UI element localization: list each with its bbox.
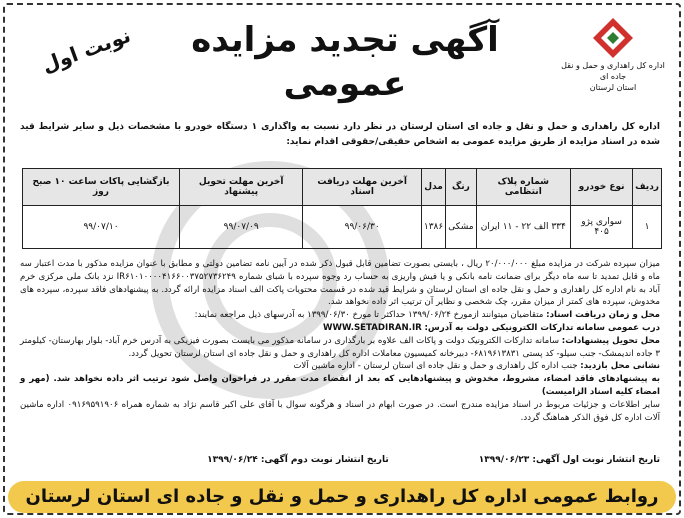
- page-title: [180, 18, 510, 106]
- col-model: مدل: [421, 169, 445, 206]
- title-line2: عمومی: [283, 64, 407, 104]
- delivery-paragraph: [20, 335, 660, 361]
- auction-table: [22, 168, 662, 249]
- org-logo: [558, 16, 668, 93]
- delivery-text: سامانه تدارکات الکترونیک دولت و پاکات الف علاوه بر بارگذاری در سامانه مذکور می بایست بصورت فیزیکی به آدرس خرم آباد- بلوار بهارستان- کیلومتر ۳ جاده اندیمشک- جنب سیلو- کد پستی ۶۸۱۹۶۱۳۸۳۱- دبیرخانه کمیسیون معاملات اداره کل راهداری و حمل و نقل جاده ای استان لرستان تحویل گردد.: [20, 335, 660, 359]
- cell-row-number: ۱: [633, 206, 662, 249]
- documents-text: متقاضیان میتوانند ازمورخ ۱۳۹۹/۰۶/۲۴ حداکثر تا مورخ ۱۳۹۹/۰۶/۳۰ به آدرسهای ذیل مراجعه نمایند:: [194, 310, 544, 321]
- col-plate-number: شماره پلاک انتظامی: [476, 169, 570, 206]
- portal-link[interactable]: WWW.SETADIRAN.IR: [322, 322, 422, 333]
- first-publication-date: تاریخ انتشار نوبت اول آگهی: ۱۳۹۹/۰۶/۲۳: [478, 455, 660, 465]
- road-authority-icon: [591, 16, 635, 60]
- conditions-text: [20, 258, 660, 424]
- table-header-row: [23, 169, 662, 206]
- round-label: نوبت اول: [38, 22, 134, 78]
- col-vehicle-type: نوع خودرو: [571, 169, 633, 206]
- visit-label: نشانی محل بازدید:: [580, 361, 660, 372]
- portal-paragraph: [20, 322, 660, 335]
- col-color: رنگ: [446, 169, 476, 206]
- col-opening-date: بازگشایی پاکات ساعت ۱۰ صبح روز: [23, 169, 180, 206]
- visit-text: جنب اداره کل راهداری و حمل و نقل جاده ای استان لرستان - اداره ماشین آلات: [293, 361, 578, 372]
- second-publication-date: تاریخ انتشار نوبت دوم آگهی: ۱۳۹۹/۰۶/۲۴: [207, 455, 389, 465]
- title-line1: آگهی تجدید مزایده: [191, 20, 499, 60]
- org-name-line2: استان لرستان: [589, 83, 637, 92]
- col-doc-deadline: آخرین مهلت دریافت اسناد: [303, 169, 421, 206]
- cell-opening-date: ۹۹/۰۷/۱۰: [23, 206, 180, 249]
- delivery-label: محل تحویل پیشنهادات:: [561, 335, 660, 346]
- intro-paragraph: اداره کل راهداری و حمل و نقل و جاده ای استان لرستان در نظر دارد نسبت به واگذاری ۱ دستگاه خودرو با مشخصات ذیل و سایر شرایط قید شده در اسناد مزایده از طریق مزایده عمومی به اشخاص حقیقی/حقوقی اقدام نماید:: [20, 122, 660, 147]
- rejection-paragraph: به پیشنهادهای فاقد امضاء، مشروط، مخدوش و پیشنهادهایی که بعد از انقضاء مدت مقرر در فراخوان واصل شود ترتیب اثر داده نخواهد شد. (مهر و امضاء کلیه اسناد الزامیست): [20, 374, 660, 397]
- deposit-paragraph: میزان سپرده شرکت در مزایده مبلغ ۲۰/۰۰۰/۰۰۰ ریال ، بایستی بصورت تضامین قابل قبول ذکر شده در آیین نامه تضامین دولتی و مطابق با عنوان مزایده مذکور با مدت اعتبار سه ماه و قابل تمدید تا سه ماه دیگر برای ضمانت نامه بانکی و یا فیش واریزی به حساب رد وجوه سپرده با شبای شماره IR۶۱۰۱۰۰۰۰۴۱۶۶۰۰۳۷۵۲۷۳۶۲۴۹ نزد بانک ملی مرکزی خرم آباد به نام اداره کل راهداری و حمل و نقل جاده ای استان لرستان و شرایط قید شده در قسمت محتویات پاکت الف اسناد مزایده ارائه گردد. به پیشنهادهای فاقد سپرده، سپرده های مخدوش، سپرده های کمتر از میزان مقرر، چک شخصی و نظایر آن ترتیب اثر داده نخواهد شد.: [20, 259, 660, 308]
- visit-paragraph: [20, 360, 660, 373]
- table-row: [23, 206, 662, 249]
- footer-banner: روابط عمومی اداره کل راهداری و حمل و نقل و جاده ای استان لرستان: [8, 481, 676, 513]
- cell-offer-deadline: ۹۹/۰۷/۰۹: [179, 206, 302, 249]
- portal-label: درب عمومی سامانه تدارکات الکترونیکی دولت به آدرس:: [424, 322, 660, 333]
- publication-dates: [20, 455, 660, 465]
- col-offer-deadline: آخرین مهلت تحویل پیشنهاد: [179, 169, 302, 206]
- cell-color: مشکی: [446, 206, 476, 249]
- col-row-number: ردیف: [633, 169, 662, 206]
- documents-label: محل و زمان دریافت اسناد:: [546, 310, 660, 321]
- cell-doc-deadline: ۹۹/۰۶/۳۰: [303, 206, 421, 249]
- cell-model: ۱۳۸۶: [421, 206, 445, 249]
- documents-paragraph: [20, 309, 660, 322]
- cell-plate-number: ۳۳۴ الف ۲۲ - ۱۱ ایران: [476, 206, 570, 249]
- cell-vehicle-type: سواری پژو ۴۰۵: [571, 206, 633, 249]
- org-name-line1: اداره کل راهداری و حمل و نقل جاده ای: [561, 61, 665, 81]
- contact-paragraph: سایر اطلاعات و جزئیات مربوط در اسناد مزایده مندرج است. در صورت ابهام در اسناد و هرگونه سوال با آقای علی اکبر قاسم نژاد به شماره همراه ۰۹۱۶۹۵۹۱۹۰۶ اداره ماشین آلات اداره کل فوق الذکر هماهنگ گردد.: [20, 399, 660, 423]
